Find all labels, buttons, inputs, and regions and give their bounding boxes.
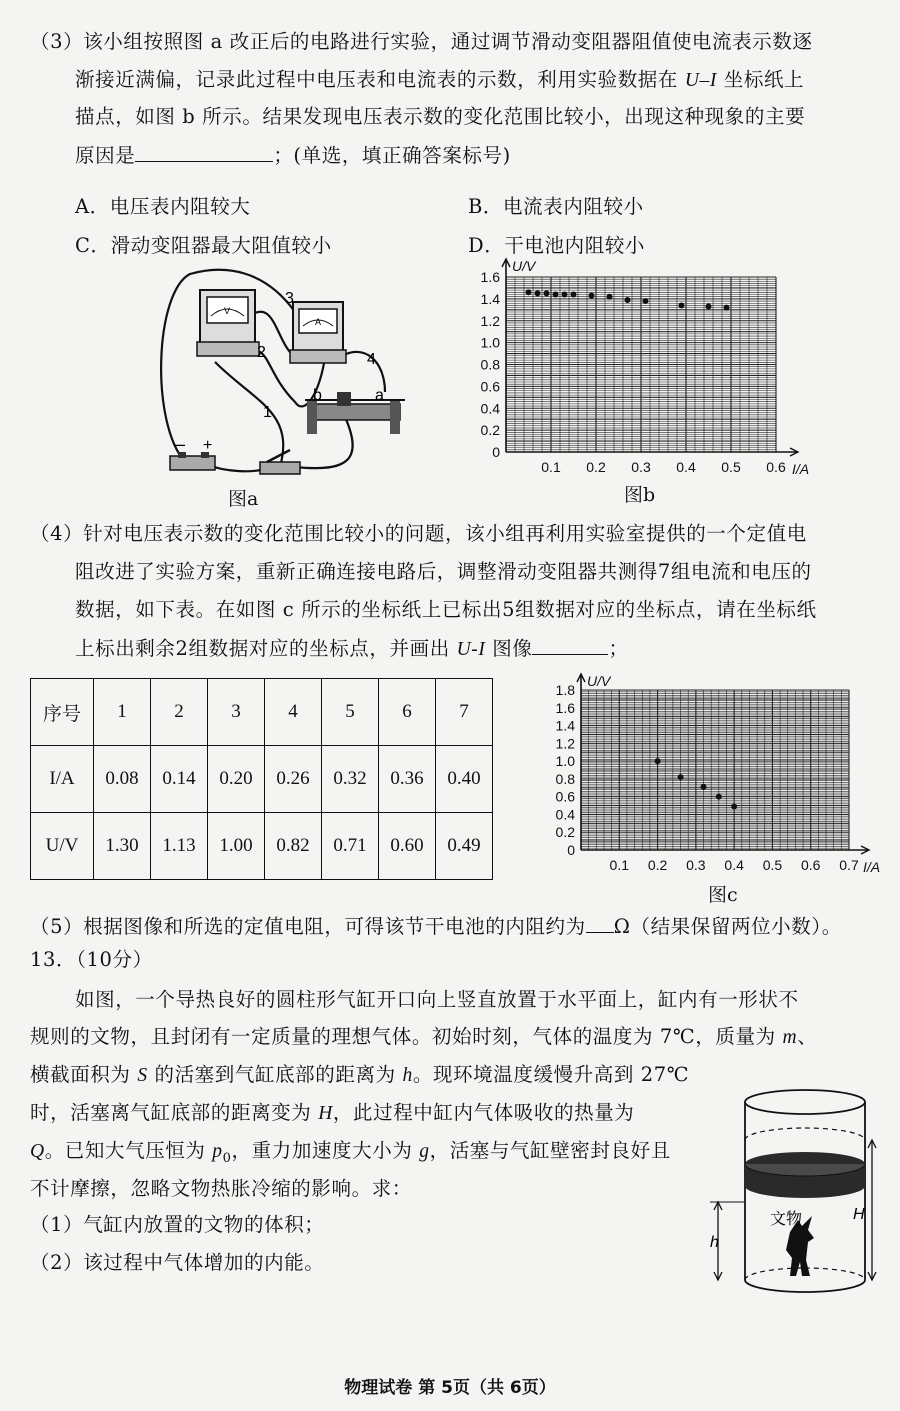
table-cell: 0.82 xyxy=(265,813,322,880)
q13-line-6: 不计摩擦，忽略文物热胀冷缩的影响。求： xyxy=(30,1177,412,1200)
figure-b-caption: 图b xyxy=(624,484,656,506)
voltmeter xyxy=(197,290,259,356)
q3-ui-symbol: U–I xyxy=(684,70,717,91)
ammeter xyxy=(290,302,346,363)
y-tick-label: 0.4 xyxy=(555,806,575,823)
table-cell: 6 xyxy=(379,679,436,746)
q3-line-4-text-b: ；(单选，填正确答案标号) xyxy=(273,144,511,167)
data-point xyxy=(724,305,730,311)
data-point xyxy=(655,758,661,764)
x-tick-label: 0.2 xyxy=(586,459,606,475)
q13-line-5 xyxy=(30,1137,671,1172)
q13-line-3-text-a: 横截面积为 xyxy=(30,1063,138,1086)
q4-line-2: 阻改进了实验方案，重新正确连接电路后，调整滑动变阻器共测得7组电流和电压的 xyxy=(75,560,812,583)
y-tick-label: 1.4 xyxy=(555,717,575,734)
switch xyxy=(260,450,300,474)
q13-line-5-text-a: 。已知大气压恒为 xyxy=(44,1139,213,1162)
table-header-current: I/A xyxy=(31,746,94,813)
q13-line-2-text-b: 、 xyxy=(797,1025,818,1048)
mass-symbol: m xyxy=(782,1027,798,1048)
table-cell: 5 xyxy=(322,679,379,746)
q13-line-4 xyxy=(30,1099,634,1127)
x-tick-label: 0.3 xyxy=(631,459,651,475)
x-tick-label: 0.3 xyxy=(686,857,706,873)
table-cell: 3 xyxy=(208,679,265,746)
table-cell: 4 xyxy=(265,679,322,746)
q13-line-4-text-b: ，此过程中缸内气体吸收的热量为 xyxy=(332,1101,635,1124)
x-tick-label: 0.5 xyxy=(721,459,741,475)
table-cell: 0.32 xyxy=(322,746,379,813)
q13-line-2 xyxy=(30,1023,817,1051)
data-table xyxy=(30,678,493,880)
table-header-voltage: U/V xyxy=(31,813,94,880)
x-tick-label: 0.5 xyxy=(762,857,783,873)
q13-line-1: 如图，一个导热良好的圆柱形气缸开口向上竖直放置于水平面上，缸内有一形状不 xyxy=(75,988,799,1011)
y-tick-label: 0 xyxy=(567,842,575,858)
q3-line-2-text-a: 渐接近满偏，记录此过程中电压表和电流表的示数，利用实验数据在 xyxy=(75,68,685,91)
x-tick-label: 0.6 xyxy=(800,857,821,873)
q13-heading: 13．（10分） xyxy=(30,948,153,971)
q3-option-b: B．电流表内阻较小 xyxy=(468,195,644,218)
wire-switch-rheostat xyxy=(295,417,353,468)
q4-line-4-text-b: 图像 xyxy=(485,637,533,660)
data-point xyxy=(625,297,631,303)
y-tick-label: 0.2 xyxy=(480,422,500,439)
q13-line-3-text-b: 的活塞到气缸底部的距离为 xyxy=(147,1063,403,1086)
table-cell: 0.60 xyxy=(379,813,436,880)
table-cell: 1.13 xyxy=(151,813,208,880)
table-cell: 2 xyxy=(151,679,208,746)
table-cell: 1.00 xyxy=(208,813,265,880)
q4-line-4-text-a: 上标出剩余2组数据对应的坐标点，并画出 xyxy=(75,637,457,660)
wire-label-4: 4 xyxy=(367,351,376,368)
q13-sub-2: （2）该过程中气体增加的内能。 xyxy=(30,1251,325,1274)
battery-minus-label: – xyxy=(175,434,186,454)
q4-line-4-text-c: ； xyxy=(608,637,629,660)
data-point xyxy=(701,784,707,790)
x-tick-label: 0.6 xyxy=(766,459,786,475)
data-point xyxy=(679,302,685,308)
wire-1 xyxy=(215,362,283,467)
q13-line-5-text-b: ，重力加速度大小为 xyxy=(231,1139,420,1162)
gravity-symbol: g xyxy=(419,1141,430,1162)
cylinder-top-rim xyxy=(745,1090,865,1114)
y-tick-label: 0.2 xyxy=(555,824,575,841)
table-cell: 1 xyxy=(94,679,151,746)
y-tick-label: 1.0 xyxy=(555,753,575,770)
y-tick-label: 1.6 xyxy=(555,699,575,716)
wire-label-1: 1 xyxy=(263,404,272,421)
table-row-seq xyxy=(31,679,493,746)
q5-line xyxy=(30,912,842,940)
table-row-current xyxy=(31,746,493,813)
y-tick-label: 0.8 xyxy=(480,356,500,373)
data-point xyxy=(643,298,649,304)
y-tick-label: 1.2 xyxy=(480,312,500,329)
table-cell: 0.14 xyxy=(151,746,208,813)
y-tick-label: 1.8 xyxy=(555,682,575,698)
svg-text:V: V xyxy=(224,306,231,316)
y-tick-label: 0.8 xyxy=(555,770,575,787)
q4-answer-blank[interactable] xyxy=(532,634,608,655)
table-header-seq: 序号 xyxy=(31,679,94,746)
y-tick-label: 0 xyxy=(492,444,500,460)
q3-option-d: D．干电池内阻较小 xyxy=(468,234,646,257)
table-cell: 0.49 xyxy=(436,813,493,880)
q4-line-1: （4）针对电压表示数的变化范围比较小的问题，该小组再利用实验室提供的一个定值电 xyxy=(30,522,807,545)
chart-figure-b xyxy=(458,255,813,477)
dimension-H-label: H xyxy=(853,1206,865,1223)
q13-line-5-text-c: ，活塞与气缸壁密封良好且 xyxy=(429,1139,671,1162)
y-tick-label: 1.2 xyxy=(555,735,575,752)
x-tick-label: 0.4 xyxy=(676,459,696,475)
data-point xyxy=(535,290,541,296)
terminal-label-a: a xyxy=(375,387,384,404)
data-point xyxy=(607,294,613,300)
y-axis-label: U/V xyxy=(512,258,536,274)
cylinder-figure xyxy=(700,1082,890,1294)
q3-line-2 xyxy=(75,66,804,94)
y-tick-label: 1.6 xyxy=(480,269,500,285)
table-cell: 0.36 xyxy=(379,746,436,813)
table-row-voltage xyxy=(31,813,493,880)
q3-line-3: 描点，如图 b 所示。结果发现电压表示数的变化范围比较小，出现这种现象的主要 xyxy=(75,105,806,128)
table-cell: 0.20 xyxy=(208,746,265,813)
data-point xyxy=(706,304,712,310)
dimension-h-label: h xyxy=(710,1234,719,1251)
height-h-symbol: h xyxy=(402,1065,413,1086)
data-point xyxy=(526,289,532,295)
battery-plus-label: + xyxy=(203,437,213,454)
figure-c-caption: 图c xyxy=(708,884,738,906)
data-point xyxy=(544,290,550,296)
q4-line-4 xyxy=(75,634,629,663)
table-cell: 0.08 xyxy=(94,746,151,813)
page-footer: 物理试卷 第 5页（共 6页） xyxy=(344,1378,556,1398)
table-cell: 0.40 xyxy=(436,746,493,813)
svg-text:A: A xyxy=(315,317,322,327)
pressure-symbol: p xyxy=(212,1141,223,1162)
y-tick-label: 0.6 xyxy=(555,788,575,805)
q13-line-4-text-a: 时，活塞离气缸底部的距离变为 xyxy=(30,1101,319,1124)
wire-label-2: 2 xyxy=(257,344,266,361)
data-point xyxy=(571,292,577,298)
heat-symbol: Q xyxy=(30,1141,45,1162)
terminal-label-b: b xyxy=(313,387,322,404)
y-tick-label: 0.6 xyxy=(480,378,500,395)
y-tick-label: 1.4 xyxy=(480,290,500,307)
data-point xyxy=(678,774,684,780)
q3-line-1: （3）该小组按照图 a 改正后的电路进行实验，通过调节滑动变阻器阻值使电流表示数逐 xyxy=(30,30,813,53)
data-point xyxy=(731,803,737,809)
q3-answer-blank[interactable] xyxy=(135,141,273,162)
y-tick-label: 1.0 xyxy=(480,334,500,351)
q3-option-a: A．电压表内阻较大 xyxy=(75,195,251,218)
relic-label: 文物 xyxy=(770,1211,803,1228)
x-tick-label: 0.1 xyxy=(541,459,561,475)
q3-line-4-text-a: 原因是 xyxy=(75,144,136,167)
x-axis-label: I/A xyxy=(863,859,881,875)
chart-figure-c xyxy=(535,670,890,880)
q3-line-4 xyxy=(75,141,511,169)
q5-answer-blank[interactable] xyxy=(586,912,614,933)
x-axis-label: I/A xyxy=(792,461,810,477)
area-symbol: S xyxy=(137,1065,148,1086)
y-tick-label: 0.4 xyxy=(480,400,500,417)
q4-ui-symbol: U-I xyxy=(456,639,486,660)
q13-line-3-text-c: 。现环境温度缓慢升高到 27℃ xyxy=(412,1063,690,1086)
q13-line-2-text-a: 规则的文物，且封闭有一定质量的理想气体。初始时刻，气体的温度为 7℃，质量为 xyxy=(30,1025,783,1048)
x-tick-label: 0.7 xyxy=(839,857,859,873)
table-cell: 0.26 xyxy=(265,746,322,813)
q5-text-a: （5）根据图像和所选的定值电阻，可得该节干电池的内阻约为 xyxy=(30,915,586,938)
table-cell: 7 xyxy=(436,679,493,746)
data-point xyxy=(562,292,568,298)
q13-line-3 xyxy=(30,1061,689,1089)
data-point xyxy=(553,292,559,298)
wire-label-3: 3 xyxy=(285,290,294,307)
table-cell: 1.30 xyxy=(94,813,151,880)
x-tick-label: 0.4 xyxy=(724,857,744,873)
q13-sub-1: （1）气缸内放置的文物的体积； xyxy=(30,1213,325,1236)
figure-a-caption: 图a xyxy=(228,488,259,510)
height-H-symbol: H xyxy=(318,1103,333,1124)
data-point xyxy=(589,293,595,299)
x-tick-label: 0.1 xyxy=(609,857,630,873)
q3-line-2-text-b: 坐标纸上 xyxy=(716,68,805,91)
q5-text-b: Ω（结果保留两位小数）。 xyxy=(613,915,842,938)
q3-option-c: C．滑动变阻器最大阻值较小 xyxy=(75,234,332,257)
y-axis-label: U/V xyxy=(587,673,611,689)
pressure-subscript: 0 xyxy=(222,1150,232,1166)
table-cell: 0.71 xyxy=(322,813,379,880)
battery xyxy=(170,452,215,470)
cylinder-bottom xyxy=(745,1280,865,1292)
q4-line-3: 数据，如下表。在如图 c 所示的坐标纸上已标出5组数据对应的坐标点，请在坐标纸 xyxy=(75,598,817,621)
circuit-figure-a xyxy=(145,262,420,482)
data-point xyxy=(716,794,722,800)
x-tick-label: 0.2 xyxy=(647,857,668,873)
piston-initial-position xyxy=(745,1128,865,1140)
